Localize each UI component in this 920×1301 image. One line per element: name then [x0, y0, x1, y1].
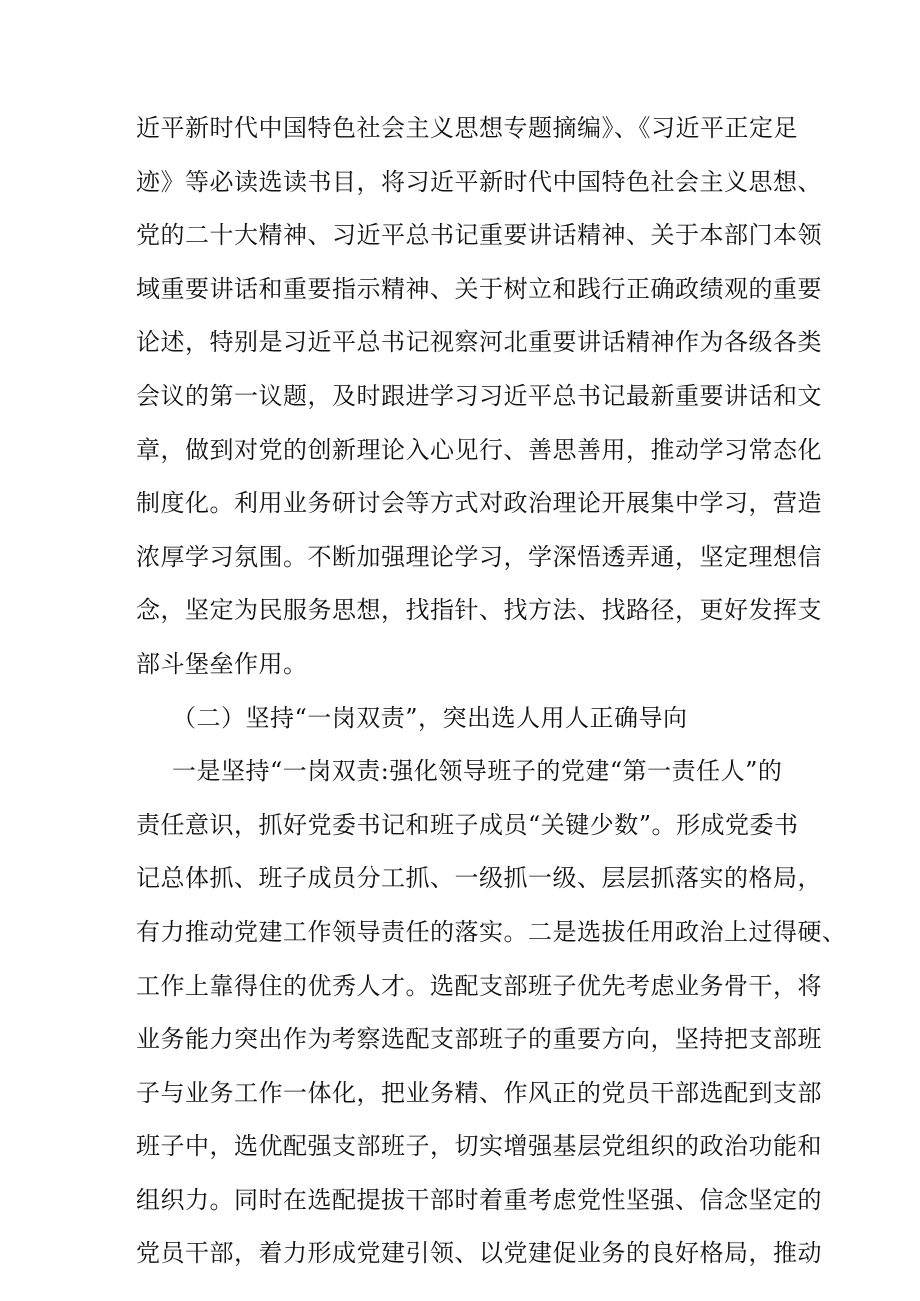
section-heading: （二）坚持“一岗双责”，突出选人用人正确导向 [172, 703, 688, 732]
body-text [136, 102, 847, 1281]
text-line: 论述，特别是习近平总书记视察河北重要讲话精神作为各级各类 [136, 328, 822, 357]
text-line: 班子中，选优配强支部班子，切实增强基层党组织的政治功能和 [136, 1132, 822, 1161]
text-line: 域重要讲话和重要指示精神、关于树立和践行正确政绩观的重要 [136, 274, 822, 303]
text-line: 有力推动党建工作领导责任的落实。二是选拔任用政治上过得硬、 [136, 917, 847, 946]
text-line: 部斗堡垒作用。 [136, 649, 308, 678]
text-line: 党的二十大精神、习近平总书记重要讲话精神、关于本部门本领 [136, 221, 822, 250]
text-line: 迹》等必读选读书目，将习近平新时代中国特色社会主义思想、 [136, 167, 822, 196]
text-line: 念，坚定为民服务思想，找指针、找方法、找路径，更好发挥支 [136, 596, 822, 625]
text-line: 业务能力突出作为考察选配支部班子的重要方向，坚持把支部班 [136, 1025, 822, 1054]
text-line: 近平新时代中国特色社会主义思想专题摘编》、《习近平正定足 [136, 114, 798, 142]
text-line: 组织力。同时在选配提拔干部时着重考虑党性坚强、信念坚定的 [136, 1185, 822, 1214]
text-line: 会议的第一议题，及时跟进学习习近平总书记最新重要讲话和文 [136, 381, 822, 410]
text-line: 党员干部，着力形成党建引领、以党建促业务的良好格局，推动 [136, 1239, 822, 1268]
text-line: 记总体抓、班子成员分工抓、一级抓一级、层层抓落实的格局， [136, 864, 822, 893]
text-line: 章，做到对党的创新理论入心见行、善思善用，推动学习常态化 [136, 435, 822, 464]
text-line: 制度化。利用业务研讨会等方式对政治理论开展集中学习，营造 [136, 489, 822, 518]
text-line: 工作上靠得住的优秀人才。选配支部班子优先考虑业务骨干，将 [136, 971, 822, 1000]
text-line: 一是坚持“一岗双责:强化领导班子的党建“第一责任人”的 [172, 757, 783, 786]
text-line: 浓厚学习氛围。不断加强理论学习，学深悟透弄通，坚定理想信 [136, 542, 822, 571]
text-line: 子与业务工作一体化，把业务精、作风正的党员干部选配到支部 [136, 1078, 822, 1107]
text-line: 责任意识，抓好党委书记和班子成员“关键少数”。形成党委书 [136, 810, 799, 839]
